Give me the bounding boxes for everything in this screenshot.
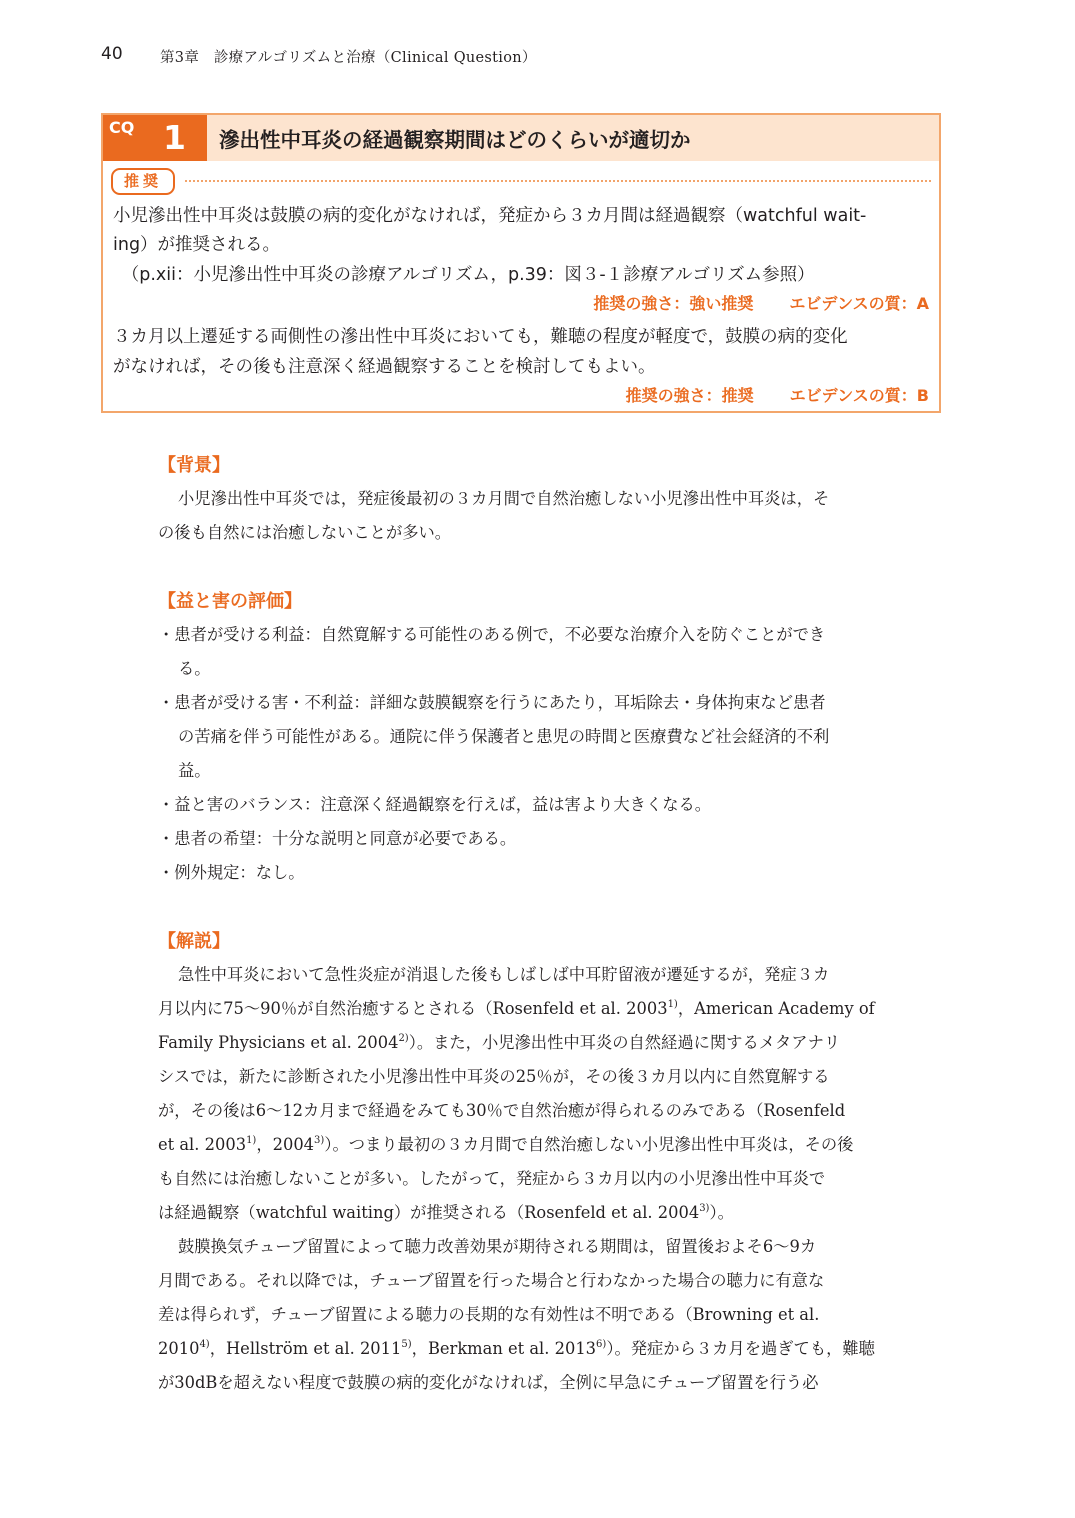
eval-item-2-line-1: ・患者が受ける害・不利益：詳細な鼓膜観察を行うにあたり，耳垢除去・身体拘束など患者 [158, 693, 826, 712]
page-header [0, 44, 1075, 70]
eval-item-2-line-2: の苦痛を伴う可能性がある。通院に伴う保護者と患児の時間と医療費など社会経済的不利 [178, 727, 830, 746]
citation: 1) [246, 1135, 257, 1146]
rec2-evidence: エビデンスの質：B [789, 386, 929, 405]
citation: 6) [596, 1339, 607, 1350]
rec2-strength: 推奨の強さ：推奨 [625, 386, 754, 405]
eval-item-4: ・患者の希望：十分な説明と同意が必要である。 [158, 829, 517, 848]
recommendation-badge: 推奨 [111, 168, 175, 195]
eval-item-2-line-3: 益。 [178, 761, 211, 780]
commentary-p1-line-7: も自然には治癒しないことが多い。したがって，発症から３カ月以内の小児滲出性中耳炎で [158, 1169, 826, 1188]
commentary-p1-line-1: 急性中耳炎において急性炎症が消退した後もしばしば中耳貯留液が遷延するが，発症３カ [178, 965, 830, 984]
citation: 3) [699, 1203, 710, 1214]
commentary-p1-line-6: et al. 2003$^{1)}$，2004$^{3)}$）。つまり最初の３カ月間で自然治癒しない小児滲出性中耳炎は，その後 [158, 1135, 854, 1154]
rec1-strength: 推奨の強さ：強い推奨 [593, 294, 754, 313]
commentary-p1-line-2: 月以内に75〜90％が自然治癒するとされる（Rosenfeld et al. 2003$^{1)}$，American Academy of [158, 999, 875, 1018]
commentary-p2-line-3: 差は得られず，チューブ留置による聴力の長期的な有効性は不明である（Browning et al. [158, 1305, 820, 1324]
rec1-line-3: （p.xii：小児滲出性中耳炎の診療アルゴリズム，p.39：図３-１診療アルゴリズム参照） [113, 265, 815, 285]
commentary-p1-line-3: Family Physicians et al. 2004$^{2)}$）。また，小児滲出性中耳炎の自然経過に関するメタアナリ [158, 1033, 841, 1052]
chapter-title: 第3章 診療アルゴリズムと治療（Clinical Question） [160, 50, 537, 66]
rec2-line-1: ３カ月以上遷延する両側性の滲出性中耳炎においても，難聴の程度が軽度で，鼓膜の病的変化 [113, 327, 848, 347]
rec2-line-2: がなければ，その後も注意深く経過観察することを検討してもよい。 [113, 357, 656, 377]
citation: 1) [667, 999, 678, 1010]
cq-label: CQ [109, 118, 135, 137]
rec2-strength-row [626, 383, 929, 406]
commentary-p1-line-5: が，その後は6〜12カ月まで経過をみても30％で自然治癒が得られるのみである（Rosenfeld [158, 1101, 846, 1120]
cq-title: 滲出性中耳炎の経過観察期間はどのくらいが適切か [219, 128, 691, 152]
commentary-p2-line-1: 鼓膜換気チューブ留置によって聴力改善効果が期待される期間は，留置後およそ6〜9カ [178, 1237, 817, 1256]
commentary-p2-line-4: 2010$^{4)}$，Hellström et al. 2011$^{5)}$，Berkman et al. 2013$^{6)}$）。発症から３カ月を過ぎても，難聴 [158, 1339, 875, 1358]
cq-box [101, 113, 941, 413]
commentary-heading: 【解説】 [158, 931, 230, 952]
dotted-divider [185, 180, 931, 182]
eval-item-1-line-1: ・患者が受ける利益：自然寛解する可能性のある例で，不必要な治療介入を防ぐことができ [158, 625, 826, 644]
evaluation-heading: 【益と害の評価】 [158, 591, 302, 612]
commentary-p1-line-8: は経過観察（watchful waiting）が推奨される（Rosenfeld et al. 2004$^{3)}$）。 [158, 1203, 734, 1222]
page-number: 40 [101, 44, 123, 64]
rec1-evidence: エビデンスの質：A [789, 294, 929, 313]
commentary-p1-line-4: シスでは，新たに診断された小児滲出性中耳炎の25％が，その後３カ月以内に自然寛解する [158, 1067, 830, 1086]
cq-label-block [103, 115, 207, 161]
commentary-p2-line-2: 月間である。それ以降では，チューブ留置を行った場合と行わなかった場合の聴力に有意な [158, 1271, 825, 1290]
citation: 2) [398, 1033, 409, 1044]
background-line-1: 小児滲出性中耳炎では，発症後最初の３カ月間で自然治癒しない小児滲出性中耳炎は，そ [178, 489, 830, 508]
rec1-line-1: 小児滲出性中耳炎は鼓膜の病的変化がなければ，発症から３カ月間は経過観察（watchful wait- [113, 206, 867, 226]
background-line-2: の後も自然には治癒しないことが多い。 [158, 523, 452, 542]
rec1-line-2: ing）が推奨される。 [113, 235, 281, 255]
commentary-p2-line-5: が30dBを超えない程度で鼓膜の病的変化がなければ，全例に早急にチューブ留置を行う必 [158, 1373, 819, 1392]
background-heading: 【背景】 [158, 455, 230, 476]
rec1-strength-row [593, 291, 929, 314]
cq-number: 1 [163, 118, 186, 157]
cq-header [103, 115, 939, 161]
eval-item-1-line-2: る。 [178, 659, 211, 678]
eval-item-5: ・例外規定：なし。 [158, 863, 305, 882]
citation: 3) [314, 1135, 325, 1146]
citation: 4) [199, 1339, 210, 1350]
eval-item-3: ・益と害のバランス：注意深く経過観察を行えば，益は害より大きくなる。 [158, 795, 712, 814]
citation: 5) [401, 1339, 412, 1350]
